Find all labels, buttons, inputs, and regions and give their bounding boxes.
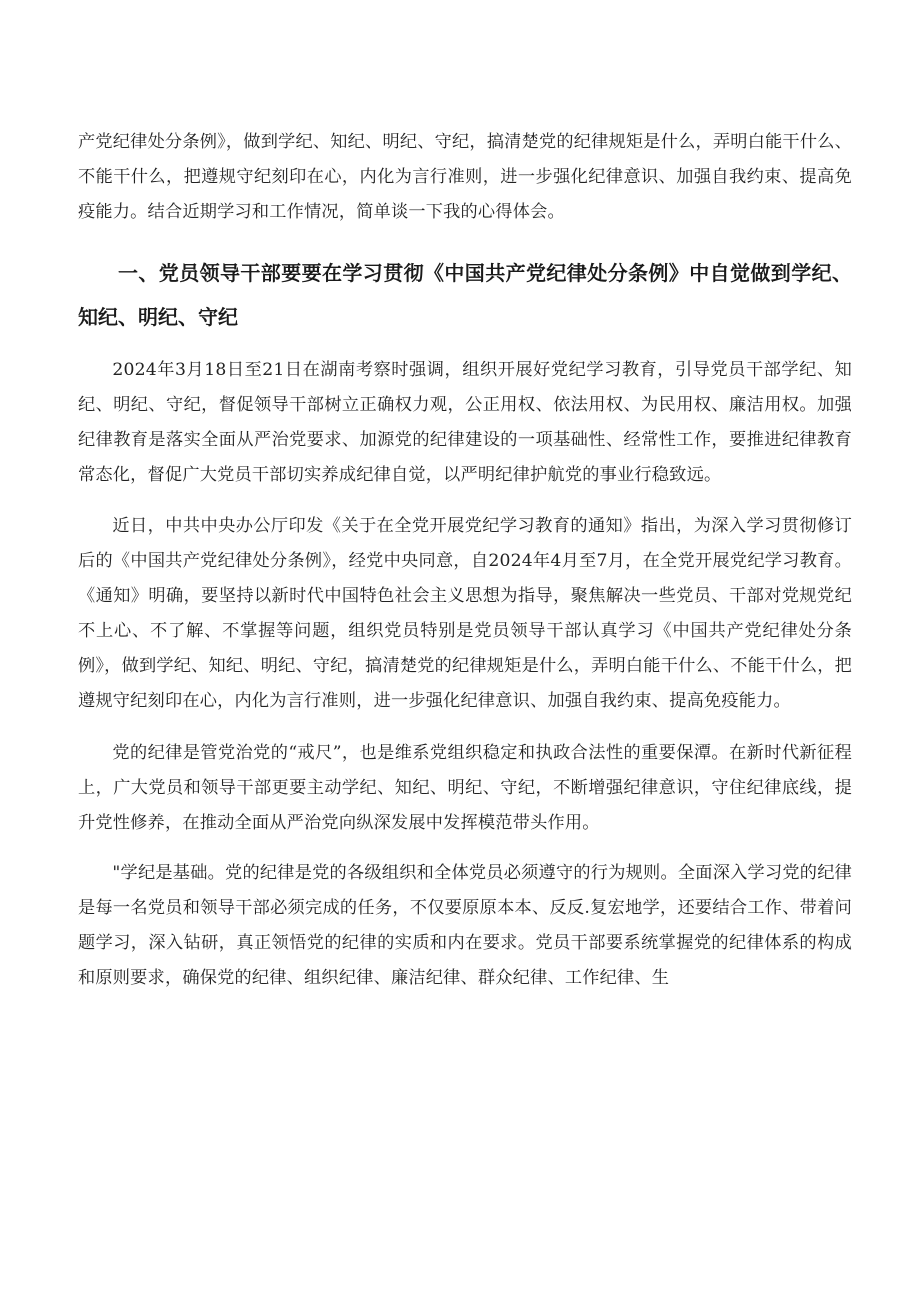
body-paragraph-3: 党的纪律是管党治党的“戒尺”，也是维系党组织稳定和执政合法性的重要保潭。在新时代新征程上，广大党员和领导干部更要主动学纪、知纪、明纪、守纪，不断增强纪律意识，守住纪律底线，提升党性修养，在推动全面从严治党向纵深发展中发挥模范带头作用。 [78,743,852,833]
document-body [78,125,852,996]
body-paragraph-4: "学纪是基础。党的纪律是党的各级组织和全体党员必须遵守的行为规则。全面深入学习党的纪律是每一名党员和领导干部必须完成的任务，不仅要原原本本、反反.复宏地学，还要结合工作、带着问题学习，深入钻研，真正领悟党的纪律的实质和内在要求。党员干部要系统掌握党的纪律体系的构成和原则要求，确保党的纪律、组织纪律、廉洁纪律、群众纪律、工作纪律、生 [78,863,852,988]
body-paragraph-2: 近日，中共中央办公厅印发《关于在全党开展党纪学习教育的通知》指出，为深入学习贯彻修订后的《中国共产党纪律处分条例》，经党中央同意，自2024年4月至7月，在全党开展党纪学习教育。《通知》明确，要坚持以新时代中国特色社会主义思想为指导，聚焦解决一些党员、干部对党规党纪不上心、不了解、不掌握等问题，组织党员特别是党员领导干部认真学习《中国共产党纪律处分条例》，做到学纪、知纪、明纪、守纪，搞清楚党的纪律规矩是什么，弄明白能干什么、不能干什么，把遵规守纪刻印在心，内化为言行准则，进一步强化纪律意识、加强自我约束、提高免疫能力。 [78,516,852,711]
section-heading: 一、党员领导干部要要在学习贯彻《中国共产党纪律处分条例》中自觉做到学纪、知纪、明纪、守纪 [78,261,852,329]
intro-paragraph: 产党纪律处分条例》，做到学纪、知纪、明纪、守纪，搞清楚党的纪律规矩是什么，弄明白能干什么、不能干什么，把遵规守纪刻印在心，内化为言行准则，进一步强化纪律意识、加强自我约束、提高免疫能力。结合近期学习和工作情况，简单谈一下我的心得体会。 [78,132,852,222]
body-paragraph-1: 2024年3月18日至21日在湖南考察时强调，组织开展好党纪学习教育，引导党员干部学纪、知纪、明纪、守纪，督促领导干部树立正确权力观，公正用权、依法用权、为民用权、廉洁用权。加强纪律教育是落实全面从严治党要求、加源党的纪律建设的一项基础性、经常性工作，要推进纪律教育常态化，督促广大党员干部切实养成纪律自觉，以严明纪律护航党的事业行稳致远。 [78,360,852,485]
